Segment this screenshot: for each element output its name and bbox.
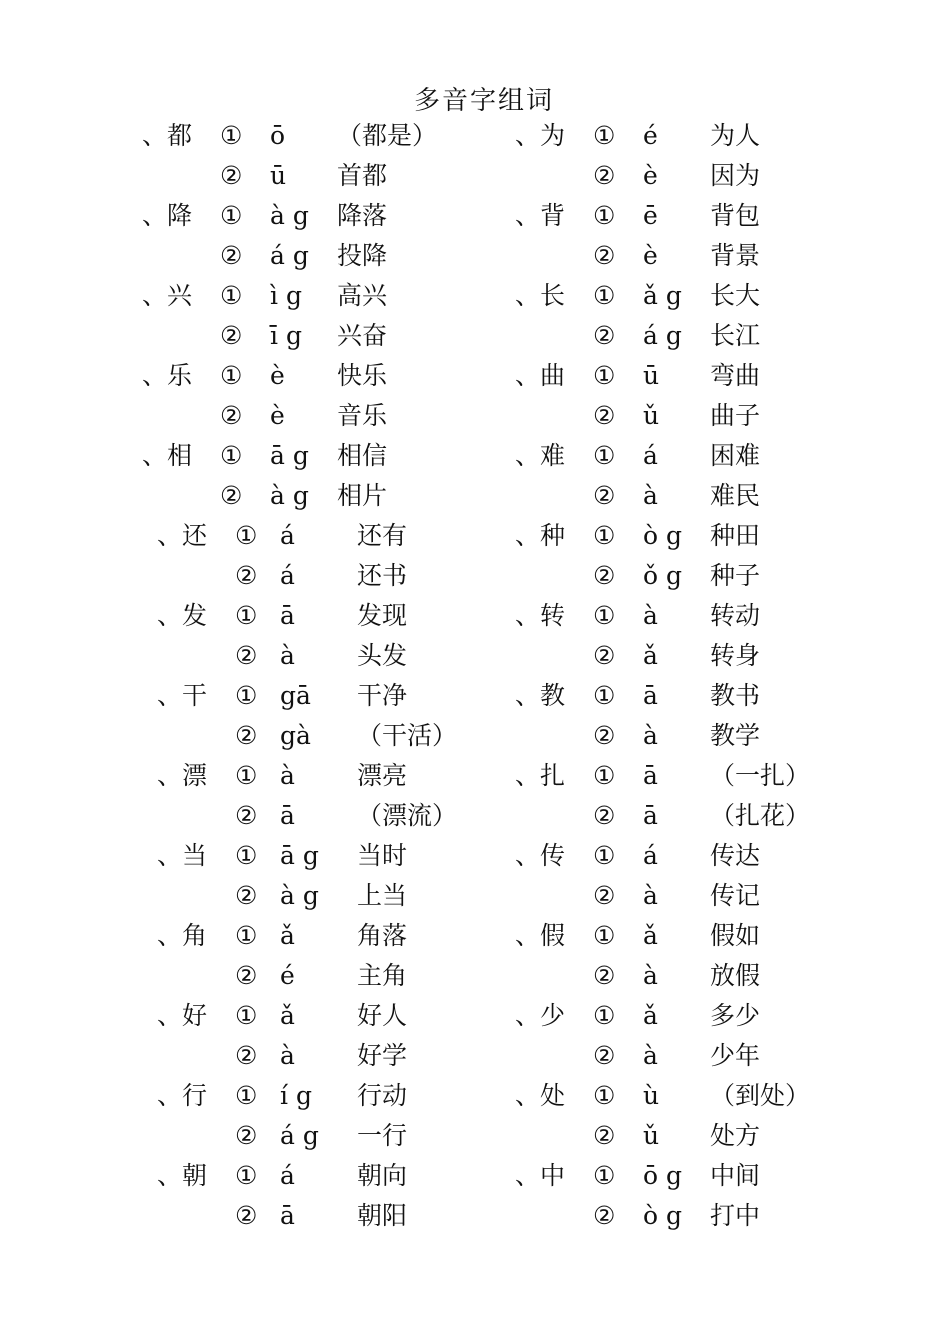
reading-row-1: [515, 1156, 935, 1196]
polyphone-char: 、转: [515, 601, 566, 630]
polyphone-char: 、扎: [515, 761, 566, 790]
polyphone-char: 、曲: [515, 361, 566, 390]
pinyin-2: ǎ: [643, 641, 658, 670]
entry: [142, 1156, 562, 1236]
pinyin-1: ē: [643, 201, 658, 230]
polyphone-char: 、发: [157, 601, 208, 630]
word-1: 干净: [357, 681, 408, 710]
pinyin-1: ǎ: [643, 921, 658, 950]
pinyin-1: á: [643, 441, 658, 470]
word-1: 还有: [357, 521, 408, 550]
pinyin-1: ò g: [643, 521, 683, 550]
pinyin-1: ì g: [270, 281, 302, 310]
word-1: 朝向: [357, 1161, 408, 1190]
reading-row-2: [515, 636, 935, 676]
reading-row-2: [515, 316, 935, 356]
reading-row-1: [142, 676, 562, 716]
pinyin-2: ā: [280, 1201, 295, 1230]
entry: [515, 1076, 935, 1156]
pinyin-1: ā g: [280, 841, 319, 870]
polyphone-char: 、当: [157, 841, 208, 870]
marker-2: ②: [235, 961, 258, 990]
pinyin-1: ū: [643, 361, 660, 390]
reading-row-1: [142, 1156, 562, 1196]
pinyin-2: é: [280, 961, 295, 990]
reading-row-2: [515, 156, 935, 196]
word-1: 长大: [710, 281, 761, 310]
polyphone-char: 、还: [157, 521, 208, 550]
entry: [515, 596, 935, 676]
marker-1: ①: [593, 121, 616, 150]
marker-1: ①: [235, 1001, 258, 1030]
word-1: （到处）: [710, 1081, 811, 1110]
pinyin-1: ā: [643, 761, 658, 790]
pinyin-1: í g: [280, 1081, 312, 1110]
polyphone-char: 、干: [157, 681, 208, 710]
reading-row-1: [515, 596, 935, 636]
pinyin-2: à: [643, 881, 658, 910]
marker-1: ①: [593, 1161, 616, 1190]
marker-2: ②: [593, 641, 616, 670]
entry: [142, 356, 562, 436]
pinyin-1: ā g: [270, 441, 309, 470]
marker-2: ②: [235, 641, 258, 670]
word-2: 还书: [357, 561, 408, 590]
entry: [142, 916, 562, 996]
word-2: 难民: [710, 481, 761, 510]
marker-1: ①: [235, 1081, 258, 1110]
word-2: 少年: [710, 1041, 761, 1070]
word-2: （干活）: [357, 721, 458, 750]
word-2: 首都: [337, 161, 388, 190]
word-1: 发现: [357, 601, 408, 630]
polyphone-char: 、难: [515, 441, 566, 470]
entry: [515, 116, 935, 196]
reading-row-2: [515, 796, 935, 836]
entry: [142, 596, 562, 676]
pinyin-1: à g: [270, 201, 309, 230]
pinyin-2: à: [643, 961, 658, 990]
marker-2: ②: [593, 561, 616, 590]
pinyin-2: gà: [280, 721, 311, 750]
polyphone-char: 、降: [142, 201, 193, 230]
marker-1: ①: [593, 521, 616, 550]
pinyin-1: ā: [280, 601, 295, 630]
marker-2: ②: [235, 1121, 258, 1150]
marker-1: ①: [235, 841, 258, 870]
word-2: 长江: [710, 321, 761, 350]
polyphone-char: 、假: [515, 921, 566, 950]
marker-1: ①: [593, 841, 616, 870]
marker-1: ①: [593, 441, 616, 470]
pinyin-2: è: [643, 241, 658, 270]
word-2: 种子: [710, 561, 761, 590]
reading-row-2: [515, 476, 935, 516]
word-2: 转身: [710, 641, 761, 670]
reading-row-2: [142, 796, 562, 836]
word-1: 降落: [337, 201, 388, 230]
pinyin-1: ǎ: [643, 1001, 658, 1030]
polyphone-char: 、兴: [142, 281, 193, 310]
pinyin-1: à: [280, 761, 295, 790]
word-2: 曲子: [710, 401, 761, 430]
marker-1: ①: [593, 601, 616, 630]
polyphone-char: 、乐: [142, 361, 193, 390]
polyphone-char: 、中: [515, 1161, 566, 1190]
entry: [515, 436, 935, 516]
word-2: 放假: [710, 961, 761, 990]
pinyin-2: á g: [643, 321, 682, 350]
word-2: 教学: [710, 721, 761, 750]
word-2: 处方: [710, 1121, 761, 1150]
reading-row-1: [142, 916, 562, 956]
polyphone-char: 、教: [515, 681, 566, 710]
pinyin-2: ī g: [270, 321, 302, 350]
marker-2: ②: [235, 801, 258, 830]
entry: [515, 836, 935, 916]
word-2: （扎花）: [710, 801, 811, 830]
marker-1: ①: [593, 921, 616, 950]
marker-2: ②: [593, 401, 616, 430]
word-2: 打中: [710, 1201, 761, 1230]
entry: [515, 516, 935, 596]
marker-1: ①: [235, 921, 258, 950]
pinyin-1: á: [280, 521, 295, 550]
reading-row-1: [515, 756, 935, 796]
marker-1: ①: [235, 1161, 258, 1190]
marker-2: ②: [235, 1041, 258, 1070]
reading-row-1: [142, 196, 562, 236]
reading-row-2: [142, 1196, 562, 1236]
pinyin-2: á g: [280, 1121, 319, 1150]
polyphone-char: 、少: [515, 1001, 566, 1030]
pinyin-2: ā: [643, 801, 658, 830]
marker-2: ②: [220, 481, 243, 510]
reading-row-2: [142, 316, 562, 356]
reading-row-2: [515, 1036, 935, 1076]
word-2: 上当: [357, 881, 408, 910]
pinyin-1: ō g: [643, 1161, 683, 1190]
word-2: 主角: [357, 961, 408, 990]
reading-row-1: [515, 996, 935, 1036]
entry: [142, 116, 562, 196]
pinyin-2: ǔ: [643, 1121, 660, 1150]
polyphone-char: 、传: [515, 841, 566, 870]
marker-2: ②: [593, 321, 616, 350]
reading-row-1: [142, 1076, 562, 1116]
word-1: 背包: [710, 201, 761, 230]
marker-2: ②: [593, 721, 616, 750]
reading-row-2: [515, 1116, 935, 1156]
word-1: 传达: [710, 841, 761, 870]
reading-row-2: [142, 396, 562, 436]
reading-row-1: [142, 836, 562, 876]
polyphone-char: 、角: [157, 921, 208, 950]
polyphone-char: 、处: [515, 1081, 566, 1110]
polyphone-char: 、行: [157, 1081, 208, 1110]
marker-2: ②: [220, 241, 243, 270]
marker-1: ①: [593, 281, 616, 310]
reading-row-2: [515, 876, 935, 916]
polyphone-char: 、朝: [157, 1161, 208, 1190]
word-2: 背景: [710, 241, 761, 270]
word-2: 投降: [337, 241, 388, 270]
pinyin-1: á: [643, 841, 658, 870]
word-2: 相片: [337, 481, 388, 510]
entry: [515, 1156, 935, 1236]
reading-row-2: [142, 556, 562, 596]
word-1: 为人: [710, 121, 761, 150]
marker-1: ①: [235, 681, 258, 710]
pinyin-2: ǔ: [643, 401, 660, 430]
entry: [515, 916, 935, 996]
pinyin-2: ò g: [643, 1201, 683, 1230]
pinyin-2: è: [270, 401, 285, 430]
reading-row-1: [142, 436, 562, 476]
reading-row-2: [515, 236, 935, 276]
word-2: 兴奋: [337, 321, 388, 350]
entry: [142, 996, 562, 1076]
marker-1: ①: [593, 361, 616, 390]
reading-row-2: [515, 556, 935, 596]
marker-2: ②: [220, 401, 243, 430]
marker-1: ①: [593, 681, 616, 710]
polyphone-char: 、种: [515, 521, 566, 550]
reading-row-2: [142, 1036, 562, 1076]
reading-row-2: [515, 956, 935, 996]
pinyin-1: à: [643, 601, 658, 630]
entry: [142, 196, 562, 276]
marker-2: ②: [220, 161, 243, 190]
pinyin-2: á: [280, 561, 295, 590]
reading-row-1: [515, 116, 935, 156]
reading-row-1: [142, 116, 562, 156]
pinyin-2: á g: [270, 241, 309, 270]
polyphone-char: 、为: [515, 121, 566, 150]
marker-1: ①: [235, 521, 258, 550]
pinyin-1: á: [280, 1161, 295, 1190]
word-1: 中间: [710, 1161, 761, 1190]
polyphone-char: 、长: [515, 281, 566, 310]
entry: [515, 676, 935, 756]
reading-row-2: [142, 476, 562, 516]
word-1: 弯曲: [710, 361, 761, 390]
marker-1: ①: [593, 1001, 616, 1030]
reading-row-2: [142, 876, 562, 916]
marker-2: ②: [593, 881, 616, 910]
word-2: 一行: [357, 1121, 408, 1150]
entry: [142, 436, 562, 516]
word-2: 因为: [710, 161, 761, 190]
reading-row-2: [142, 716, 562, 756]
right-column: [515, 116, 935, 1236]
reading-row-2: [142, 636, 562, 676]
reading-row-1: [515, 916, 935, 956]
marker-1: ①: [220, 441, 243, 470]
entry: [142, 1076, 562, 1156]
pinyin-1: gā: [280, 681, 311, 710]
word-2: 朝阳: [357, 1201, 408, 1230]
reading-row-1: [142, 596, 562, 636]
entry: [515, 756, 935, 836]
entry: [142, 516, 562, 596]
left-column: [142, 116, 562, 1236]
marker-2: ②: [593, 161, 616, 190]
word-2: 好学: [357, 1041, 408, 1070]
pinyin-2: à: [643, 481, 658, 510]
word-1: 当时: [357, 841, 408, 870]
pinyin-2: ā: [280, 801, 295, 830]
polyphone-char: 、好: [157, 1001, 208, 1030]
word-1: 漂亮: [357, 761, 408, 790]
marker-2: ②: [235, 561, 258, 590]
entry: [515, 356, 935, 436]
marker-1: ①: [235, 601, 258, 630]
pinyin-2: à g: [280, 881, 319, 910]
polyphone-char: 、背: [515, 201, 566, 230]
pinyin-1: ǎ: [280, 1001, 295, 1030]
pinyin-1: ō: [270, 121, 286, 150]
marker-2: ②: [235, 721, 258, 750]
polyphone-char: 、都: [142, 121, 193, 150]
entry: [142, 676, 562, 756]
reading-row-1: [142, 356, 562, 396]
word-1: 多少: [710, 1001, 761, 1030]
entry: [142, 836, 562, 916]
marker-1: ①: [220, 201, 243, 230]
pinyin-2: ū: [270, 161, 287, 190]
reading-row-2: [515, 396, 935, 436]
pinyin-2: à: [280, 641, 295, 670]
polyphone-char: 、相: [142, 441, 193, 470]
word-1: 快乐: [337, 361, 388, 390]
reading-row-1: [515, 516, 935, 556]
pinyin-2: à: [643, 721, 658, 750]
word-1: 假如: [710, 921, 761, 950]
word-1: 相信: [337, 441, 388, 470]
reading-row-1: [142, 516, 562, 556]
marker-1: ①: [593, 761, 616, 790]
marker-2: ②: [593, 241, 616, 270]
reading-row-1: [515, 356, 935, 396]
marker-2: ②: [593, 481, 616, 510]
reading-row-2: [515, 716, 935, 756]
entry: [515, 276, 935, 356]
reading-row-1: [142, 996, 562, 1036]
word-2: 头发: [357, 641, 408, 670]
reading-row-2: [142, 156, 562, 196]
word-2: 音乐: [337, 401, 388, 430]
pinyin-1: ǎ g: [643, 281, 682, 310]
reading-row-1: [515, 276, 935, 316]
reading-row-1: [515, 836, 935, 876]
page-title: 多音字组词: [413, 86, 554, 116]
entry: [142, 756, 562, 836]
entry: [515, 996, 935, 1076]
marker-2: ②: [593, 1041, 616, 1070]
marker-2: ②: [593, 1121, 616, 1150]
reading-row-1: [515, 1076, 935, 1116]
word-1: （一扎）: [710, 761, 811, 790]
reading-row-2: [142, 1116, 562, 1156]
reading-row-1: [515, 436, 935, 476]
marker-2: ②: [593, 961, 616, 990]
reading-row-2: [515, 1196, 935, 1236]
word-1: （都是）: [337, 121, 438, 150]
word-2: （漂流）: [357, 801, 458, 830]
reading-row-2: [142, 236, 562, 276]
word-1: 困难: [710, 441, 761, 470]
word-1: 角落: [357, 921, 408, 950]
reading-row-1: [142, 756, 562, 796]
entry: [142, 276, 562, 356]
word-1: 转动: [710, 601, 761, 630]
word-1: 高兴: [337, 281, 388, 310]
word-1: 种田: [710, 521, 761, 550]
entry: [515, 196, 935, 276]
marker-1: ①: [235, 761, 258, 790]
reading-row-2: [142, 956, 562, 996]
pinyin-1: é: [643, 121, 658, 150]
marker-2: ②: [235, 1201, 258, 1230]
marker-1: ①: [220, 121, 243, 150]
pinyin-2: à: [280, 1041, 295, 1070]
marker-2: ②: [593, 1201, 616, 1230]
word-1: 行动: [357, 1081, 408, 1110]
polyphone-char: 、漂: [157, 761, 208, 790]
marker-1: ①: [220, 361, 243, 390]
pinyin-2: è: [643, 161, 658, 190]
marker-2: ②: [235, 881, 258, 910]
pinyin-1: ù: [643, 1081, 660, 1110]
marker-1: ①: [220, 281, 243, 310]
marker-1: ①: [593, 201, 616, 230]
reading-row-1: [142, 276, 562, 316]
pinyin-1: è: [270, 361, 285, 390]
pinyin-2: à: [643, 1041, 658, 1070]
reading-row-1: [515, 196, 935, 236]
pinyin-2: ǒ g: [643, 561, 683, 590]
marker-2: ②: [220, 321, 243, 350]
word-1: 好人: [357, 1001, 408, 1030]
word-2: 传记: [710, 881, 761, 910]
reading-row-1: [515, 676, 935, 716]
marker-2: ②: [593, 801, 616, 830]
pinyin-2: à g: [270, 481, 309, 510]
word-1: 教书: [710, 681, 761, 710]
marker-1: ①: [593, 1081, 616, 1110]
pinyin-1: ā: [643, 681, 658, 710]
pinyin-1: ǎ: [280, 921, 295, 950]
